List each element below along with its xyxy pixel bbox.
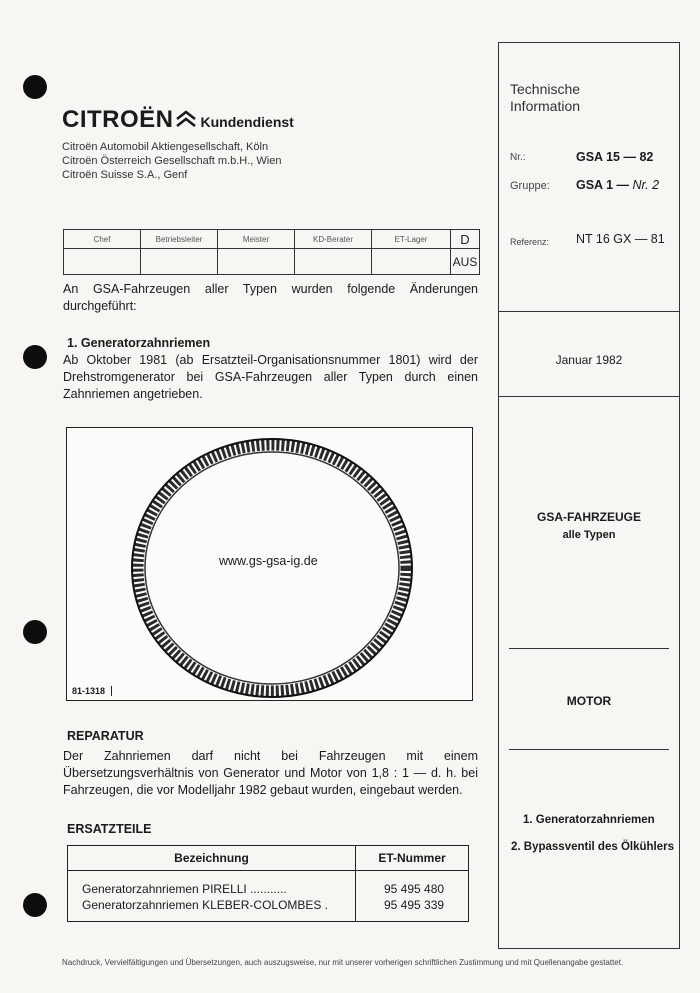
repair-heading: REPARATUR bbox=[67, 729, 144, 743]
binder-hole bbox=[23, 893, 47, 917]
binder-hole bbox=[23, 345, 47, 369]
vehicle-title: GSA-FAHRZEUGE bbox=[536, 510, 641, 524]
divider bbox=[509, 749, 669, 750]
country-code: D bbox=[451, 230, 480, 249]
parts-names-cell bbox=[68, 871, 356, 922]
sig-cell bbox=[218, 249, 295, 275]
referenz-value: NT 16 GX — 81 bbox=[576, 232, 665, 246]
doc-type bbox=[510, 81, 580, 115]
parts-col-number: ET-Nummer bbox=[356, 846, 469, 871]
divider bbox=[509, 648, 669, 649]
company-line: Citroën Automobil Aktiengesellschaft, Köln bbox=[62, 141, 269, 153]
issue-date: Januar 1982 bbox=[555, 353, 623, 367]
signature-table bbox=[63, 229, 480, 275]
doc-type-line: Technische bbox=[510, 81, 581, 97]
divider bbox=[499, 396, 679, 397]
topic-item: 1. Generatorzahnriemen bbox=[523, 814, 655, 826]
brand-header bbox=[62, 106, 294, 134]
referenz-label: Referenz: bbox=[510, 237, 550, 247]
parts-numbers-cell bbox=[356, 871, 469, 922]
parts-table bbox=[67, 845, 469, 922]
sig-cell bbox=[295, 249, 372, 275]
topic-item: 2. Bypassventil des Ölkühlers bbox=[511, 841, 674, 853]
section1-heading: 1. Generatorzahnriemen bbox=[67, 336, 211, 350]
section1-text: Ab Oktober 1981 (ab Ersatzteil-Organisationsnummer 1801) wird der Drehstromgenerator bei GSA-Fahrzeugen aller Typen durch einen Zahnriemen angetrieben. bbox=[63, 353, 478, 401]
nr-value: GSA 15 — 82 bbox=[576, 150, 654, 164]
company-line: Citroën Österreich Gesellschaft m.b.H., Wien bbox=[62, 155, 282, 167]
gruppe-value-italic: Nr. 2 bbox=[632, 178, 660, 192]
sig-cell bbox=[372, 249, 451, 275]
parts-heading: ERSATZTEILE bbox=[67, 822, 152, 836]
company-line: Citroën Suisse S.A., Genf bbox=[62, 169, 188, 181]
service-name: Kundendienst bbox=[200, 114, 294, 130]
belt-figure bbox=[66, 427, 473, 701]
brand-name: CITROËN bbox=[62, 106, 174, 133]
figure-number: 81-1318 bbox=[72, 686, 112, 696]
sig-col-et-lager: ET-Lager bbox=[372, 230, 451, 249]
topic-list bbox=[511, 807, 674, 861]
part-name: Generatorzahnriemen KLEBER-COLOMBES . bbox=[82, 898, 329, 912]
double-chevron-logo-icon bbox=[175, 110, 197, 128]
gruppe-value-main: GSA 1 — bbox=[576, 178, 630, 192]
sig-col-betriebsleiter: Betriebsleiter bbox=[141, 230, 218, 249]
sig-col-kd-berater: KD-Berater bbox=[295, 230, 372, 249]
sig-col-chef: Chef bbox=[64, 230, 141, 249]
gruppe-label: Gruppe: bbox=[510, 180, 550, 192]
sig-col-meister: Meister bbox=[218, 230, 295, 249]
info-sidebar bbox=[498, 42, 680, 949]
part-name: Generatorzahnriemen PIRELLI ........... bbox=[82, 882, 287, 896]
nr-label: Nr.: bbox=[510, 152, 526, 163]
watermark-url: www.gs-gsa-ig.de bbox=[219, 554, 318, 568]
doc-type-line: Information bbox=[510, 98, 581, 114]
parts-col-name: Bezeichnung bbox=[68, 846, 356, 871]
gruppe-value bbox=[576, 178, 659, 192]
copyright-footer: Nachdruck, Vervielfältigungen und Übersetzungen, auch auszugsweise, nur mit unserer vorherigen schriftlichen Zustimmung und mit Quellenangabe gestattet. bbox=[62, 958, 624, 967]
binder-hole bbox=[23, 75, 47, 99]
sig-cell bbox=[64, 249, 141, 275]
intro-text: An GSA-Fahrzeugen aller Typen wurden folgende Änderungen durchgeführt: bbox=[63, 282, 478, 313]
sig-cell bbox=[141, 249, 218, 275]
part-number: 95 495 339 bbox=[384, 898, 445, 912]
country-code-2: AUS bbox=[451, 249, 480, 275]
binder-hole bbox=[23, 620, 47, 644]
repair-text: Der Zahnriemen darf nicht bei Fahrzeugen mit einem Übersetzungsverhältnis von Generator und Motor von 1,8 : 1 — d. h. bei Fahrzeugen, die vor Modelljahr 1982 gebaut wurden, eingebaut werden. bbox=[63, 749, 478, 797]
category: MOTOR bbox=[566, 694, 612, 708]
part-number: 95 495 480 bbox=[384, 882, 445, 896]
divider bbox=[499, 311, 679, 312]
vehicle-subtitle: alle Typen bbox=[562, 529, 616, 541]
